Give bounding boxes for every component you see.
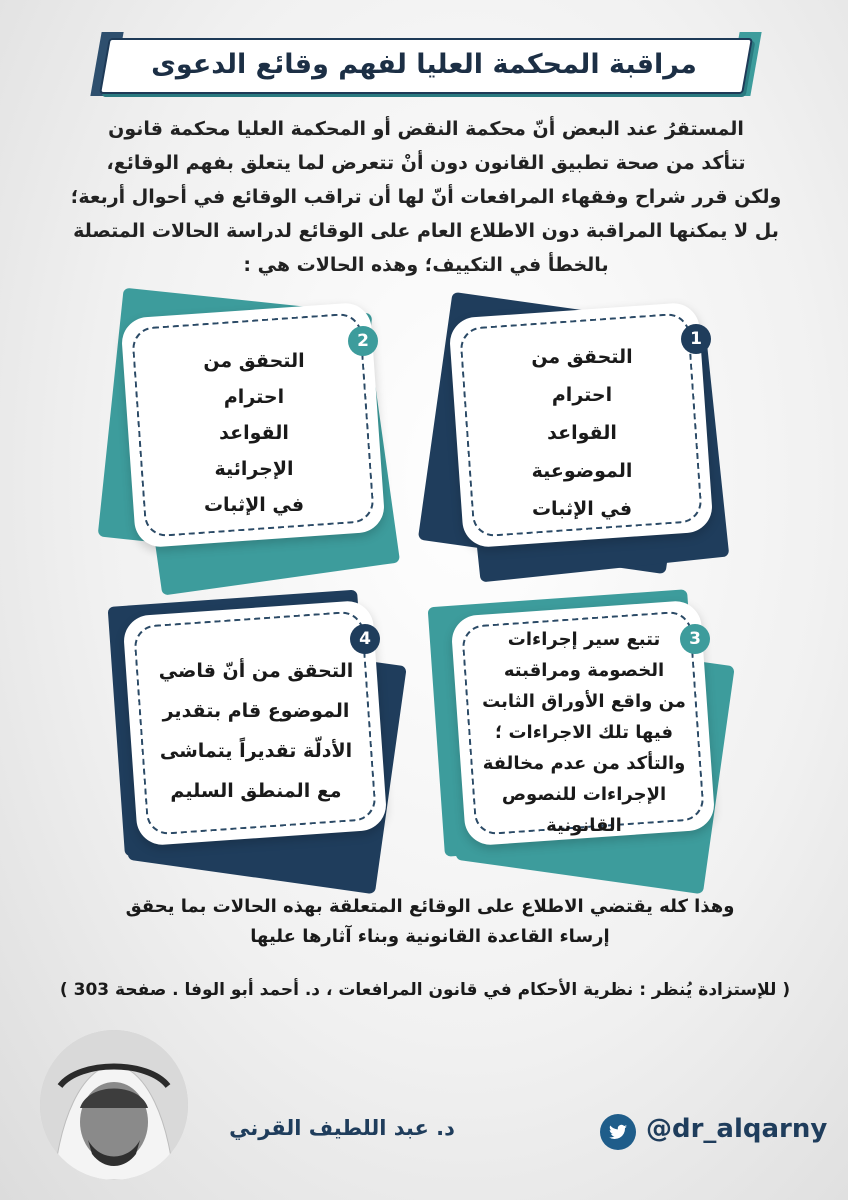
card-text: التحقق من أنّ قاضي الموضوع قام بتقدير الأدلّة تقديراً يتماشى مع المنطق السليم bbox=[158, 659, 354, 802]
case-card-1 bbox=[438, 300, 728, 570]
intro-line: المستقرُ عند البعض أنّ محكمة النقض أو المحكمة العليا محكمة قانون bbox=[108, 118, 744, 140]
intro-line: ولكن قرر شراح وفقهاء المرافعات أنّ لها أن تراقب الوقائع في أحوال أربعة؛ bbox=[70, 186, 782, 208]
card-text: التحقق من احترام القواعد الموضوعية في الإثبات bbox=[531, 345, 633, 520]
twitter-handle[interactable]: @dr_alqarny bbox=[646, 1114, 828, 1144]
intro-line: بل لا يمكنها المراقبة دون الاطلاع العام على الوقائع لدراسة الحالات المتصلة bbox=[73, 220, 779, 242]
case-card-3 bbox=[440, 598, 730, 870]
card-text: التحقق من احترام القواعد الإجرائية في الإثبات bbox=[203, 349, 305, 516]
reference-note: ( للإستزادة يُنظر : نظرية الأحكام في قانون المرافعات ، د. أحمد أبو الوفا . صفحة 303 ) bbox=[59, 980, 791, 1000]
card-number-badge: 4 bbox=[350, 624, 380, 654]
card-number-badge: 1 bbox=[681, 324, 711, 354]
intro-line: بالخطأ في التكييف؛ وهذه الحالات هي : bbox=[243, 254, 609, 276]
case-card-2 bbox=[110, 300, 400, 570]
intro-paragraph bbox=[46, 112, 806, 282]
card-number-badge: 3 bbox=[680, 624, 710, 654]
card-text: تتبع سير إجراءات الخصومة ومراقبته من واقع الأوراق الثابت فيها تلك الاجراءات ؛ والتأكد من عدم مخالفة الإجراءات للنصوص القانونية bbox=[482, 628, 686, 836]
author-avatar bbox=[40, 1030, 188, 1180]
twitter-icon bbox=[600, 1114, 636, 1150]
intro-line: تتأكد من صحة تطبيق القانون دون أنْ تتعرض لما يتعلق بفهم الوقائع، bbox=[106, 152, 746, 174]
case-card-4 bbox=[112, 598, 402, 870]
card-number-badge: 2 bbox=[348, 326, 378, 356]
author-name: د. عبد اللطيف القرني bbox=[229, 1116, 455, 1140]
page-title: مراقبة المحكمة العليا لفهم وقائع الدعوى bbox=[151, 48, 697, 80]
conclusion-paragraph: وهذا كله يقتضي الاطلاع على الوقائع المتعلقة بهذه الحالات بما يحقق إرساء القاعدة القانونية وبناء آثارها عليها bbox=[125, 896, 735, 947]
